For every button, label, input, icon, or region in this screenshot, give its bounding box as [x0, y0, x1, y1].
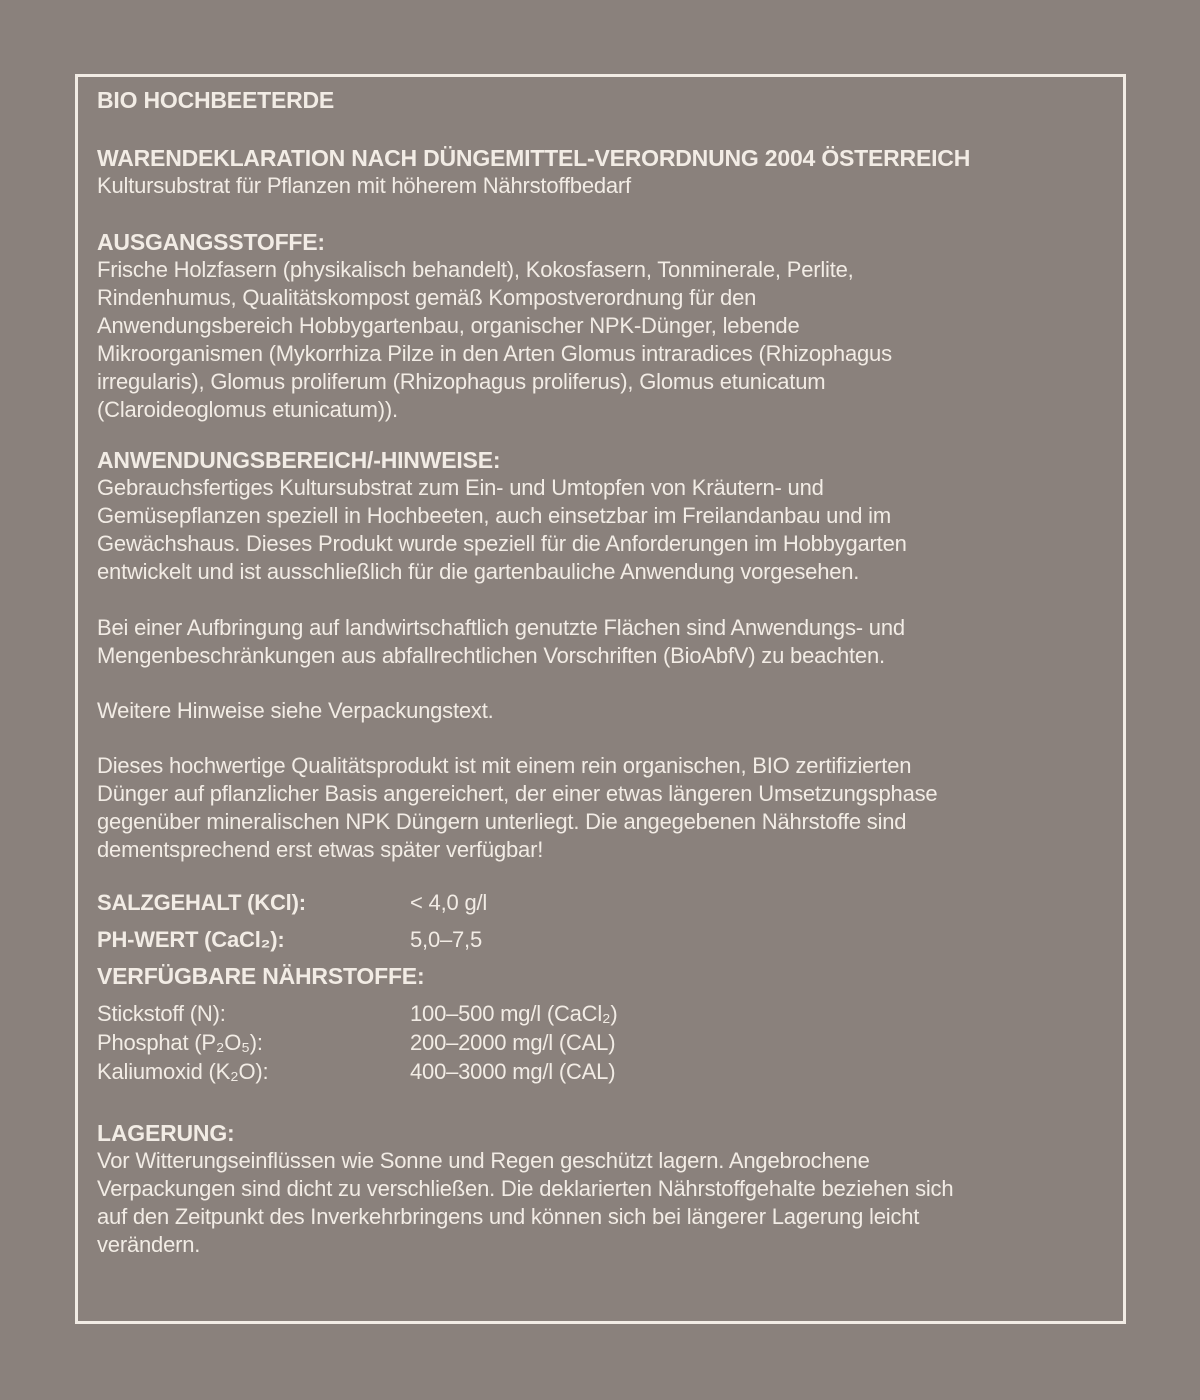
nutrients-heading-block: [97, 962, 1103, 991]
text-line: Dieses hochwertige Qualitätsprodukt ist mit einem rein organischen, BIO zertifizierten: [97, 753, 912, 778]
salzgehalt-value: < 4,0 g/l: [410, 890, 488, 915]
ph-wert-label: PH-WERT (CaCl₂):: [97, 927, 285, 952]
ph-wert-value: 5,0–7,5: [410, 927, 483, 952]
declaration-heading: WARENDEKLARATION NACH DÜNGEMITTEL-VERORDNUNG 2004 ÖSTERREICH: [97, 145, 971, 171]
text-line: Dünger auf pflanzlicher Basis angereichert, der einer etwas längeren Umsetzungsphase: [97, 781, 938, 806]
paragraph-qualitaet: [97, 752, 1103, 864]
text-line: Vor Witterungseinflüssen wie Sonne und Regen geschützt lagern. Angebrochene: [97, 1148, 870, 1173]
paragraph-bioabfv: [97, 614, 1103, 670]
text-line: Gebrauchsfertiges Kultursubstrat zum Ein- und Umtopfen von Kräutern- und: [97, 475, 824, 500]
ausgangsstoffe-text: [97, 256, 1103, 424]
nutrient-value: 100–500 mg/l (CaCl₂): [410, 1001, 618, 1026]
nutrients-heading: VERFÜGBARE NÄHRSTOFFE:: [97, 963, 425, 989]
text-line: Gemüsepflanzen speziell in Hochbeeten, auch einsetzbar im Freilandanbau und im: [97, 503, 891, 528]
text-line: Gewächshaus. Dieses Produkt wurde speziell für die Anforderungen im Hobbygarten: [97, 531, 907, 556]
paragraph-weitere-hinweise: [97, 697, 1103, 725]
text-line: entwickelt und ist ausschließlich für die gartenbauliche Anwendung vorgesehen.: [97, 559, 860, 584]
nutrient-row-phosphat: [97, 1028, 1103, 1057]
nutrients-table: [97, 999, 1103, 1086]
lagerung-heading: LAGERUNG:: [97, 1120, 235, 1146]
salzgehalt-row: [97, 889, 1103, 917]
section-ausgangsstoffe: [97, 228, 1103, 424]
product-title-text: BIO HOCHBEETERDE: [97, 87, 335, 113]
text-line: Bei einer Aufbringung auf landwirtschaftlich genutzte Flächen sind Anwendungs- und: [97, 615, 905, 640]
nutrient-label: Stickstoff (N):: [97, 1001, 226, 1026]
section-lagerung: [97, 1119, 1103, 1259]
text-line: verändern.: [97, 1232, 201, 1257]
ausgangsstoffe-heading: AUSGANGSSTOFFE:: [97, 229, 325, 255]
nutrient-row-stickstoff: [97, 999, 1103, 1028]
nutrient-value: 200–2000 mg/l (CAL): [410, 1030, 616, 1055]
text-line: gegenüber mineralischen NPK Düngern unterliegt. Die angegebenen Nährstoffe sind: [97, 809, 907, 834]
text-line: Mikroorganismen (Mykorrhiza Pilze in den Arten Glomus intraradices (Rhizophagus: [97, 341, 892, 366]
text-line: Mengenbeschränkungen aus abfallrechtlichen Vorschriften (BioAbfV) zu beachten.: [97, 643, 885, 668]
nutrient-value: 400–3000 mg/l (CAL): [410, 1059, 616, 1084]
declaration-subtitle: Kultursubstrat für Pflanzen mit höherem Nährstoffbedarf: [97, 173, 631, 198]
nutrient-label: Kaliumoxid (K₂O):: [97, 1059, 269, 1084]
anwendungsbereich-heading: ANWENDUNGSBEREICH/-HINWEISE:: [97, 447, 501, 473]
section-anwendungsbereich: [97, 446, 1103, 586]
declaration-section: [97, 144, 1103, 200]
anwendungsbereich-text: [97, 474, 1103, 586]
nutrient-row-kaliumoxid: [97, 1057, 1103, 1086]
text-line: Anwendungsbereich Hobbygartenbau, organischer NPK-Dünger, lebende: [97, 313, 800, 338]
text-line: Verpackungen sind dicht zu verschließen. Die deklarierten Nährstoffgehalte beziehen sich: [97, 1176, 954, 1201]
text-line: (Claroideoglomus etunicatum)).: [97, 397, 398, 422]
ph-wert-row: [97, 926, 1103, 954]
nutrient-label: Phosphat (P₂O₅):: [97, 1030, 263, 1055]
text-line: Rindenhumus, Qualitätskompost gemäß Kompostverordnung für den: [97, 285, 757, 310]
text-line: dementsprechend erst etwas später verfügbar!: [97, 837, 544, 862]
lagerung-text: [97, 1147, 1103, 1259]
weitere-hinweise-text: Weitere Hinweise siehe Verpackungstext.: [97, 698, 494, 723]
text-line: Frische Holzfasern (physikalisch behandelt), Kokosfasern, Tonminerale, Perlite,: [97, 257, 854, 282]
salzgehalt-label: SALZGEHALT (KCl):: [97, 890, 306, 915]
text-line: auf den Zeitpunkt des Inverkehrbringens und können sich bei längerer Lagerung leicht: [97, 1204, 920, 1229]
text-line: irregularis), Glomus proliferum (Rhizophagus proliferus), Glomus etunicatum: [97, 369, 826, 394]
product-title: [97, 86, 1103, 115]
